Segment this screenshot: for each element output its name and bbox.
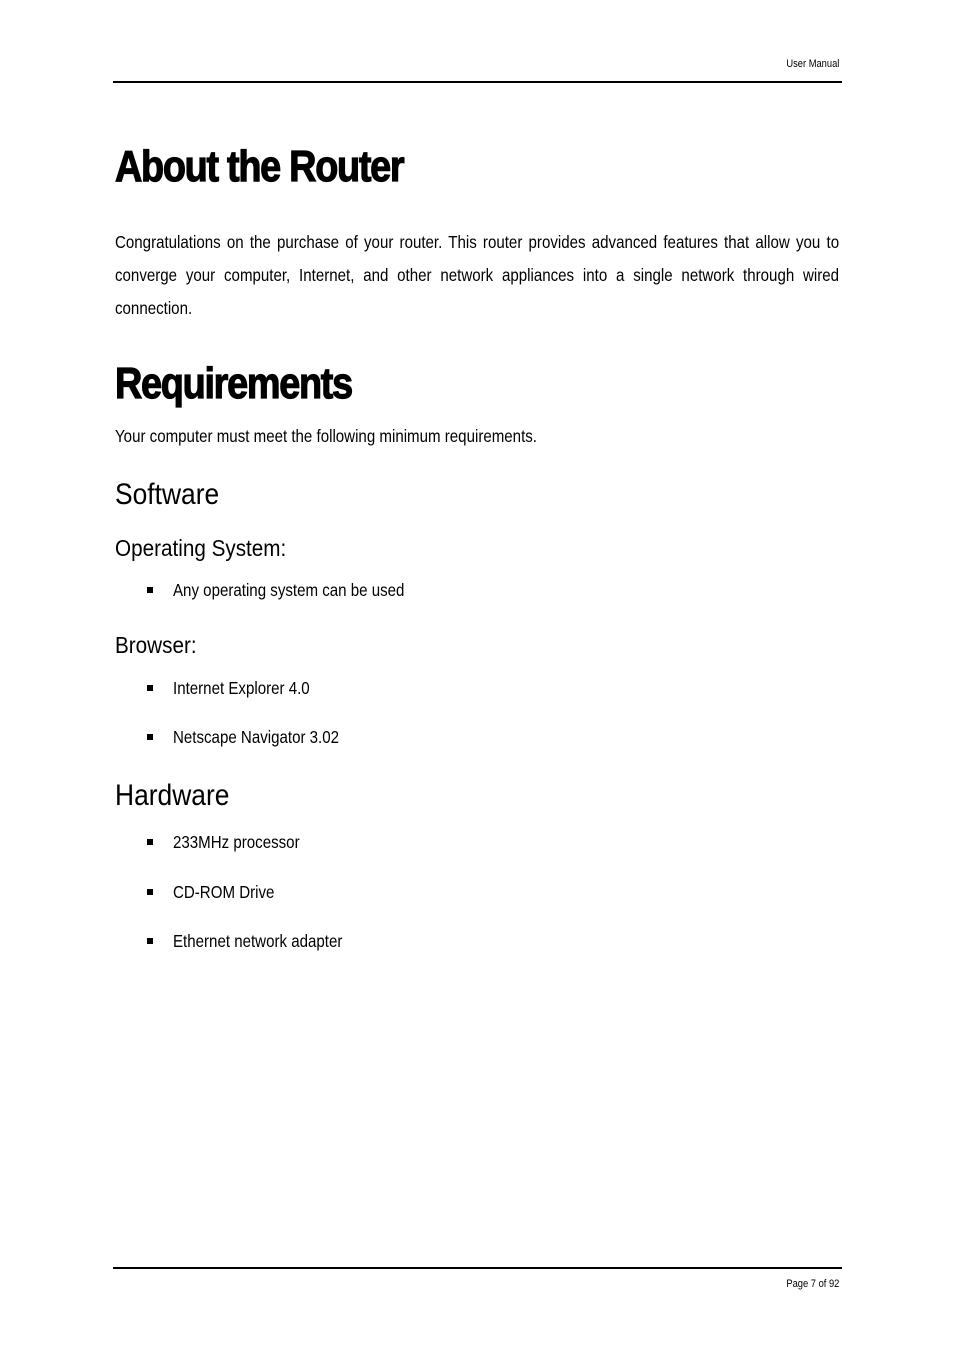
bullet-icon — [147, 685, 153, 691]
list-item: CD-ROM Drive — [173, 882, 275, 902]
list-item: Internet Explorer 4.0 — [173, 678, 310, 698]
page-number: Page 7 of 92 — [785, 1278, 839, 1290]
footer-rule — [113, 1267, 842, 1269]
bullet-icon — [147, 938, 153, 944]
requirements-heading: Requirements — [115, 359, 352, 408]
about-paragraph: Congratulations on the purchase of your router. This router provides advanced features that allow you to converge your computer, Internet, and other network appliances into a single network through wired connection. — [115, 232, 840, 318]
hardware-heading: Hardware — [115, 779, 230, 812]
list-item: 233MHz processor — [173, 832, 300, 852]
about-heading: About the Router — [115, 142, 404, 191]
os-heading: Operating System: — [115, 535, 287, 561]
list-item: Ethernet network adapter — [173, 931, 343, 951]
list-item: Netscape Navigator 3.02 — [173, 727, 340, 747]
header-rule — [113, 81, 842, 83]
bullet-icon — [147, 587, 153, 593]
list-item: Any operating system can be used — [173, 580, 405, 600]
bullet-icon — [147, 839, 153, 845]
bullet-icon — [147, 734, 153, 740]
bullet-icon — [147, 889, 153, 895]
header-title: User Manual — [785, 58, 839, 70]
requirements-intro: Your computer must meet the following minimum requirements. — [115, 426, 538, 446]
browser-heading: Browser: — [115, 632, 197, 658]
software-heading: Software — [115, 478, 220, 511]
